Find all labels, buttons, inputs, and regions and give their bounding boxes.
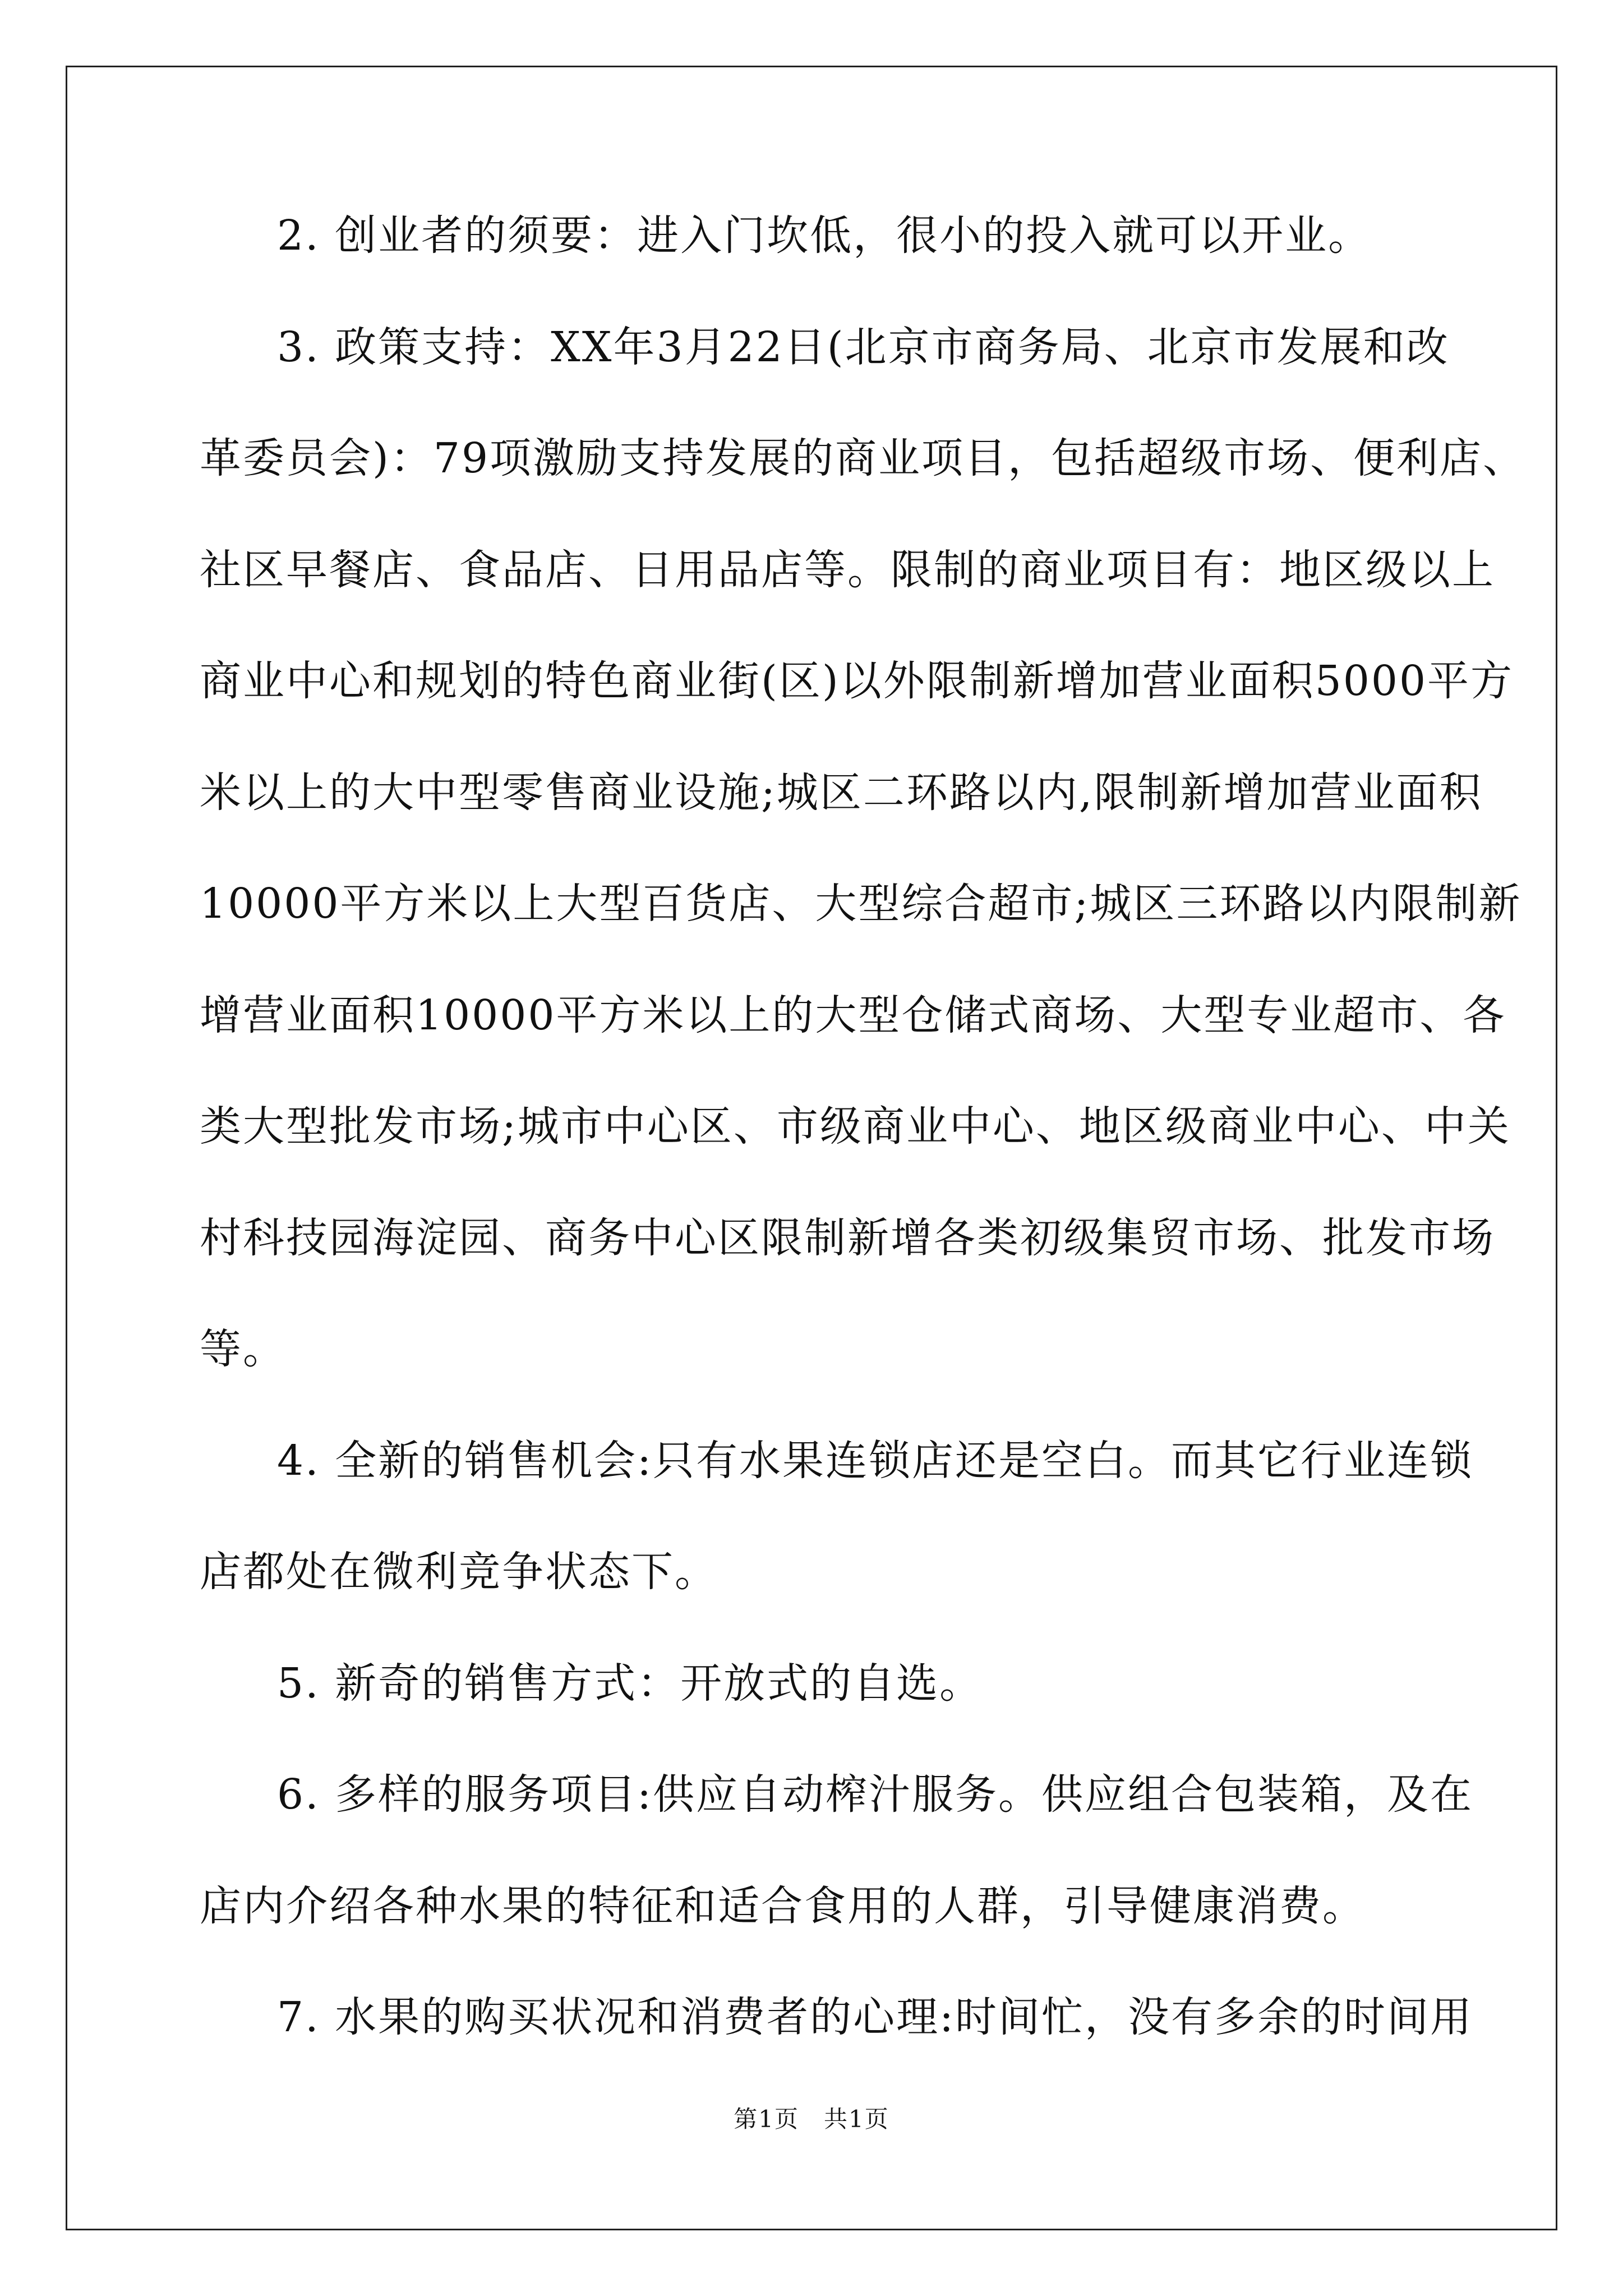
- paragraph-3-line-5: 米以上的大中型零售商业设施;城区二环路以内,限制新增加营业面积: [200, 769, 1483, 817]
- paragraph-6-line-1: 6. 多样的服务项目:供应自动榨汁服务。供应组合包装箱，及在: [277, 1770, 1474, 1819]
- paragraph-3-line-10: 等。: [200, 1325, 286, 1373]
- paragraph-4-line-2: 店都处在微利竞争状态下。: [200, 1548, 718, 1596]
- paragraph-5-line-1: 5. 新奇的销售方式：开放式的自选。: [277, 1659, 983, 1708]
- paragraph-3-line-3: 社区早餐店、食品店、日用品店等。限制的商业项目有：地区级以上: [200, 546, 1495, 594]
- paragraph-3-line-2: 革委员会)：79项激励支持发展的商业项目，包括超级市场、便利店、: [200, 434, 1527, 482]
- paragraph-3-line-9: 村科技园海淀园、商务中心区限制新增各类初级集贸市场、批发市场: [200, 1214, 1495, 1262]
- paragraph-3-line-4: 商业中心和规划的特色商业街(区)以外限制新增加营业面积5000平方: [200, 657, 1514, 705]
- paragraph-3-line-1: 3. 政策支持：XX年3月22日(北京市商务局、北京市发展和改: [277, 323, 1450, 371]
- paragraph-6-line-2: 店内介绍各种水果的特征和适合食用的人群，引导健康消费。: [200, 1882, 1366, 1930]
- paragraph-7-line-1: 7. 水果的购买状况和消费者的心理:时间忙，没有多余的时间用: [277, 1993, 1474, 2041]
- paragraph-2-line-1: 2. 创业者的须要：进入门坎低，很小的投入就可以开业。: [277, 211, 1372, 260]
- paragraph-3-line-6: 10000平方米以上大型百货店、大型综合超市;城区三环路以内限制新: [200, 880, 1522, 928]
- paragraph-3-line-7: 增营业面积10000平方米以上的大型仓储式商场、大型专业超市、各: [200, 991, 1506, 1039]
- paragraph-4-line-1: 4. 全新的销售机会:只有水果连锁店还是空白。而其它行业连锁: [277, 1437, 1474, 1485]
- paragraph-3-line-8: 类大型批发市场;城市中心区、市级商业中心、地区级商业中心、中关: [200, 1102, 1511, 1151]
- page-footer: 第1页 共1页: [734, 2105, 889, 2133]
